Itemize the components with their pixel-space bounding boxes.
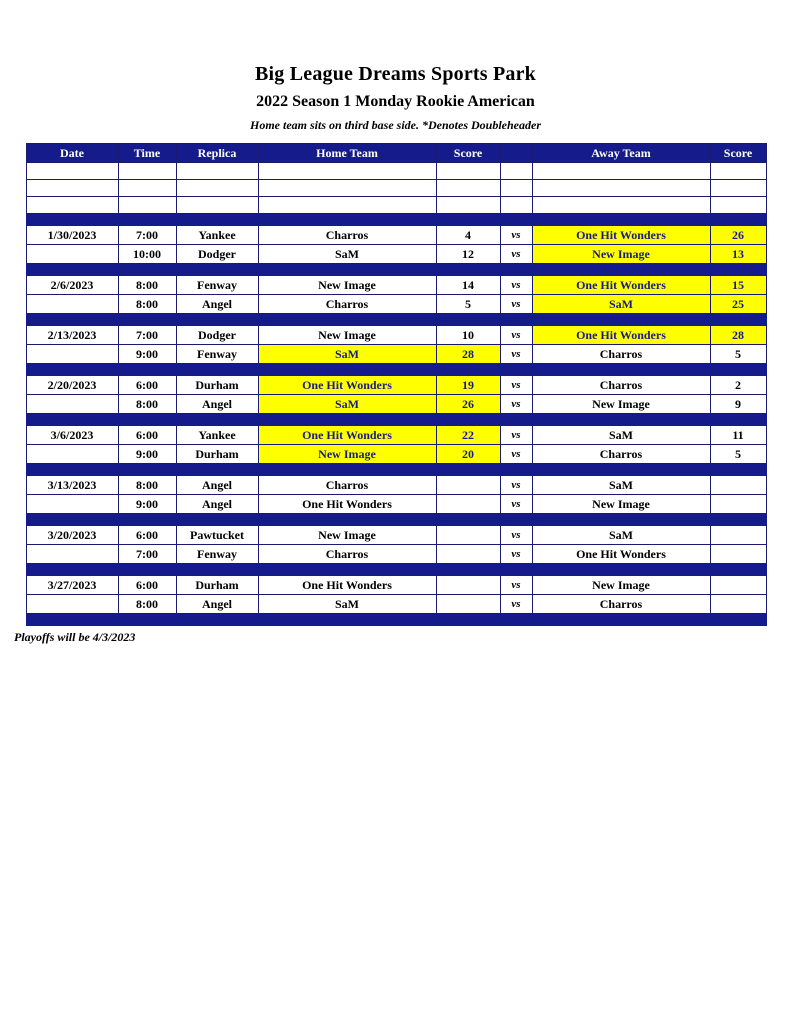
cell-home-team: New Image [258, 275, 436, 294]
table-row [26, 244, 766, 263]
cell-home-team: Charros [258, 544, 436, 563]
spacer-cell [710, 179, 766, 196]
table-header-row [26, 143, 766, 162]
cell-date [26, 594, 118, 613]
divider-cell [258, 563, 436, 575]
divider-cell [176, 313, 258, 325]
divider-cell [500, 313, 532, 325]
footer-note: Playoffs will be 4/3/2023 [14, 629, 136, 644]
divider-cell [258, 463, 436, 475]
cell-time: 6:00 [118, 425, 176, 444]
cell-replica: Durham [176, 375, 258, 394]
divider-cell [258, 413, 436, 425]
cell-time: 9:00 [118, 344, 176, 363]
cell-home-score: 22 [436, 425, 500, 444]
cell-vs: vs [500, 344, 532, 363]
divider-cell [176, 463, 258, 475]
cell-away-team: Charros [532, 444, 710, 463]
cell-away-score [710, 544, 766, 563]
divider-cell [436, 313, 500, 325]
cell-away-score: 26 [710, 225, 766, 244]
cell-time: 6:00 [118, 575, 176, 594]
spacer-cell [500, 196, 532, 213]
spacer-cell [118, 179, 176, 196]
divider-cell [176, 413, 258, 425]
divider-cell [500, 213, 532, 225]
cell-replica: Dodger [176, 244, 258, 263]
cell-date: 3/20/2023 [26, 525, 118, 544]
cell-away-score: 5 [710, 444, 766, 463]
divider-cell [500, 263, 532, 275]
divider-cell [710, 563, 766, 575]
divider-cell [532, 313, 710, 325]
spacer-cell [436, 162, 500, 179]
table-row [26, 325, 766, 344]
divider-row [26, 213, 766, 225]
cell-date [26, 394, 118, 413]
spacer-cell [710, 162, 766, 179]
divider-cell [26, 363, 118, 375]
spacer-cell [176, 196, 258, 213]
cell-away-score: 5 [710, 344, 766, 363]
table-row [26, 375, 766, 394]
cell-date: 2/20/2023 [26, 375, 118, 394]
cell-time: 7:00 [118, 225, 176, 244]
divider-cell [436, 363, 500, 375]
cell-replica: Fenway [176, 275, 258, 294]
divider-cell [118, 413, 176, 425]
cell-replica: Angel [176, 394, 258, 413]
cell-home-team: Charros [258, 294, 436, 313]
divider-row [26, 363, 766, 375]
cell-time: 6:00 [118, 375, 176, 394]
table-row [26, 425, 766, 444]
document-header [0, 0, 791, 133]
cell-home-team: SaM [258, 594, 436, 613]
cell-vs: vs [500, 375, 532, 394]
divider-cell [26, 263, 118, 275]
cell-vs: vs [500, 244, 532, 263]
cell-away-team: One Hit Wonders [532, 544, 710, 563]
divider-row [26, 563, 766, 575]
divider-cell [26, 413, 118, 425]
column-header-date-0: Date [26, 143, 118, 162]
cell-home-score: 4 [436, 225, 500, 244]
divider-cell [532, 413, 710, 425]
spacer-cell [176, 162, 258, 179]
cell-home-score: 5 [436, 294, 500, 313]
cell-time: 9:00 [118, 444, 176, 463]
divider-cell [258, 513, 436, 525]
column-header-replica-2: Replica [176, 143, 258, 162]
cell-home-team: Charros [258, 475, 436, 494]
cell-away-team: New Image [532, 244, 710, 263]
cell-home-score: 12 [436, 244, 500, 263]
cell-time: 6:00 [118, 525, 176, 544]
cell-vs: vs [500, 494, 532, 513]
divider-cell [176, 213, 258, 225]
cell-date [26, 494, 118, 513]
cell-away-score [710, 525, 766, 544]
divider-cell [532, 213, 710, 225]
header-note: Home team sits on third base side. *Denotes Doubleheader [250, 118, 541, 133]
table-row [26, 294, 766, 313]
cell-away-team: Charros [532, 344, 710, 363]
spacer-row [26, 179, 766, 196]
cell-home-team: SaM [258, 394, 436, 413]
table-row [26, 494, 766, 513]
cell-home-score [436, 525, 500, 544]
cell-away-team: SaM [532, 525, 710, 544]
cell-home-score: 20 [436, 444, 500, 463]
divider-cell [710, 513, 766, 525]
cell-date: 3/13/2023 [26, 475, 118, 494]
cell-vs: vs [500, 394, 532, 413]
cell-time: 8:00 [118, 394, 176, 413]
cell-away-team: SaM [532, 425, 710, 444]
spacer-cell [118, 162, 176, 179]
cell-replica: Fenway [176, 544, 258, 563]
table-row [26, 225, 766, 244]
divider-cell [118, 563, 176, 575]
table-row [26, 525, 766, 544]
cell-away-team: Charros [532, 594, 710, 613]
divider-cell [532, 263, 710, 275]
divider-cell [710, 263, 766, 275]
cell-away-team: One Hit Wonders [532, 275, 710, 294]
divider-cell [258, 213, 436, 225]
cell-replica: Pawtucket [176, 525, 258, 544]
divider-cell [436, 513, 500, 525]
cell-date: 2/13/2023 [26, 325, 118, 344]
divider-cell [532, 513, 710, 525]
divider-cell [258, 313, 436, 325]
spacer-cell [500, 179, 532, 196]
spacer-cell [118, 196, 176, 213]
cell-date: 2/6/2023 [26, 275, 118, 294]
page-title: Big League Dreams Sports Park [255, 63, 536, 85]
cell-date [26, 444, 118, 463]
divider-cell [436, 413, 500, 425]
divider-cell [118, 263, 176, 275]
divider-cell [118, 313, 176, 325]
cell-away-score [710, 575, 766, 594]
cell-home-team: One Hit Wonders [258, 494, 436, 513]
schedule-table-wrapper [26, 143, 766, 626]
cell-time: 10:00 [118, 244, 176, 263]
cell-replica: Angel [176, 594, 258, 613]
cell-vs: vs [500, 275, 532, 294]
cell-replica: Angel [176, 494, 258, 513]
cell-home-score: 10 [436, 325, 500, 344]
cell-home-team: New Image [258, 444, 436, 463]
table-body [26, 162, 766, 625]
cell-home-team: New Image [258, 325, 436, 344]
cell-away-score [710, 475, 766, 494]
divider-cell [258, 263, 436, 275]
cell-vs: vs [500, 294, 532, 313]
spacer-cell [26, 162, 118, 179]
divider-cell [436, 463, 500, 475]
spacer-cell [258, 196, 436, 213]
divider-cell [532, 463, 710, 475]
cell-home-score: 26 [436, 394, 500, 413]
table-row [26, 275, 766, 294]
column-header-away-team-6: Away Team [532, 143, 710, 162]
cell-home-team: SaM [258, 344, 436, 363]
divider-cell [532, 363, 710, 375]
divider-cell [118, 363, 176, 375]
cell-home-team: One Hit Wonders [258, 425, 436, 444]
divider-cell [436, 213, 500, 225]
divider-row [26, 463, 766, 475]
table-row [26, 394, 766, 413]
divider-cell [500, 463, 532, 475]
divider-row [26, 513, 766, 525]
cell-away-score [710, 494, 766, 513]
cell-home-score [436, 575, 500, 594]
cell-away-team: SaM [532, 294, 710, 313]
table-row [26, 444, 766, 463]
divider-cell [26, 613, 118, 625]
spacer-cell [436, 196, 500, 213]
divider-cell [118, 463, 176, 475]
cell-away-team: New Image [532, 394, 710, 413]
schedule-table [26, 143, 767, 626]
spacer-cell [532, 162, 710, 179]
cell-away-score: 11 [710, 425, 766, 444]
cell-date [26, 244, 118, 263]
cell-home-score [436, 494, 500, 513]
divider-cell [118, 213, 176, 225]
divider-cell [26, 463, 118, 475]
page-subtitle: 2022 Season 1 Monday Rookie American [256, 93, 535, 110]
cell-away-score: 28 [710, 325, 766, 344]
cell-vs: vs [500, 425, 532, 444]
cell-date: 3/6/2023 [26, 425, 118, 444]
divider-cell [436, 263, 500, 275]
divider-cell [176, 263, 258, 275]
cell-time: 8:00 [118, 275, 176, 294]
divider-cell [710, 463, 766, 475]
divider-row [26, 613, 766, 625]
divider-cell [436, 613, 500, 625]
cell-home-team: One Hit Wonders [258, 575, 436, 594]
divider-cell [500, 563, 532, 575]
column-header-time-1: Time [118, 143, 176, 162]
cell-home-score [436, 475, 500, 494]
cell-vs: vs [500, 325, 532, 344]
divider-row [26, 413, 766, 425]
cell-away-team: One Hit Wonders [532, 225, 710, 244]
table-row [26, 544, 766, 563]
spacer-cell [26, 179, 118, 196]
cell-home-score [436, 544, 500, 563]
cell-home-score [436, 594, 500, 613]
spacer-cell [710, 196, 766, 213]
cell-time: 8:00 [118, 594, 176, 613]
cell-vs: vs [500, 225, 532, 244]
divider-cell [500, 613, 532, 625]
spacer-cell [176, 179, 258, 196]
table-row [26, 575, 766, 594]
spacer-cell [500, 162, 532, 179]
divider-cell [176, 613, 258, 625]
divider-cell [710, 313, 766, 325]
cell-vs: vs [500, 594, 532, 613]
divider-cell [500, 363, 532, 375]
cell-home-team: Charros [258, 225, 436, 244]
cell-home-score: 19 [436, 375, 500, 394]
cell-replica: Durham [176, 444, 258, 463]
column-header-score-7: Score [710, 143, 766, 162]
divider-cell [258, 613, 436, 625]
divider-cell [26, 513, 118, 525]
cell-time: 7:00 [118, 325, 176, 344]
cell-away-score: 2 [710, 375, 766, 394]
divider-row [26, 263, 766, 275]
cell-replica: Angel [176, 294, 258, 313]
cell-vs: vs [500, 475, 532, 494]
cell-vs: vs [500, 525, 532, 544]
cell-date [26, 294, 118, 313]
cell-replica: Durham [176, 575, 258, 594]
cell-away-team: New Image [532, 575, 710, 594]
cell-away-score: 13 [710, 244, 766, 263]
divider-cell [500, 513, 532, 525]
cell-time: 7:00 [118, 544, 176, 563]
cell-date: 3/27/2023 [26, 575, 118, 594]
divider-cell [532, 563, 710, 575]
table-row [26, 344, 766, 363]
cell-time: 9:00 [118, 494, 176, 513]
divider-cell [26, 313, 118, 325]
cell-home-team: New Image [258, 525, 436, 544]
divider-cell [710, 363, 766, 375]
cell-replica: Yankee [176, 425, 258, 444]
spacer-cell [436, 179, 500, 196]
divider-cell [710, 413, 766, 425]
divider-cell [176, 563, 258, 575]
cell-home-score: 28 [436, 344, 500, 363]
cell-vs: vs [500, 544, 532, 563]
cell-replica: Angel [176, 475, 258, 494]
cell-replica: Fenway [176, 344, 258, 363]
divider-cell [436, 563, 500, 575]
spacer-cell [532, 196, 710, 213]
divider-cell [710, 613, 766, 625]
cell-home-score: 14 [436, 275, 500, 294]
divider-cell [176, 513, 258, 525]
spacer-row [26, 162, 766, 179]
spacer-row [26, 196, 766, 213]
cell-away-team: SaM [532, 475, 710, 494]
spacer-cell [26, 196, 118, 213]
cell-date [26, 344, 118, 363]
divider-cell [258, 363, 436, 375]
table-row [26, 475, 766, 494]
cell-away-score [710, 594, 766, 613]
spacer-cell [258, 162, 436, 179]
cell-replica: Dodger [176, 325, 258, 344]
cell-home-team: One Hit Wonders [258, 375, 436, 394]
cell-home-team: SaM [258, 244, 436, 263]
divider-cell [118, 513, 176, 525]
cell-time: 8:00 [118, 475, 176, 494]
spacer-cell [258, 179, 436, 196]
cell-vs: vs [500, 575, 532, 594]
column-header-home-team-3: Home Team [258, 143, 436, 162]
cell-date [26, 544, 118, 563]
divider-cell [532, 613, 710, 625]
cell-time: 8:00 [118, 294, 176, 313]
cell-replica: Yankee [176, 225, 258, 244]
column-header-score-4: Score [436, 143, 500, 162]
cell-away-team: Charros [532, 375, 710, 394]
cell-away-score: 15 [710, 275, 766, 294]
cell-away-score: 25 [710, 294, 766, 313]
cell-away-team: New Image [532, 494, 710, 513]
column-header-vs-5 [500, 143, 532, 162]
cell-date: 1/30/2023 [26, 225, 118, 244]
divider-cell [26, 213, 118, 225]
divider-cell [710, 213, 766, 225]
cell-away-score: 9 [710, 394, 766, 413]
divider-row [26, 313, 766, 325]
divider-cell [500, 413, 532, 425]
cell-away-team: One Hit Wonders [532, 325, 710, 344]
table-row [26, 594, 766, 613]
divider-cell [176, 363, 258, 375]
cell-vs: vs [500, 444, 532, 463]
divider-cell [118, 613, 176, 625]
spacer-cell [532, 179, 710, 196]
divider-cell [26, 563, 118, 575]
